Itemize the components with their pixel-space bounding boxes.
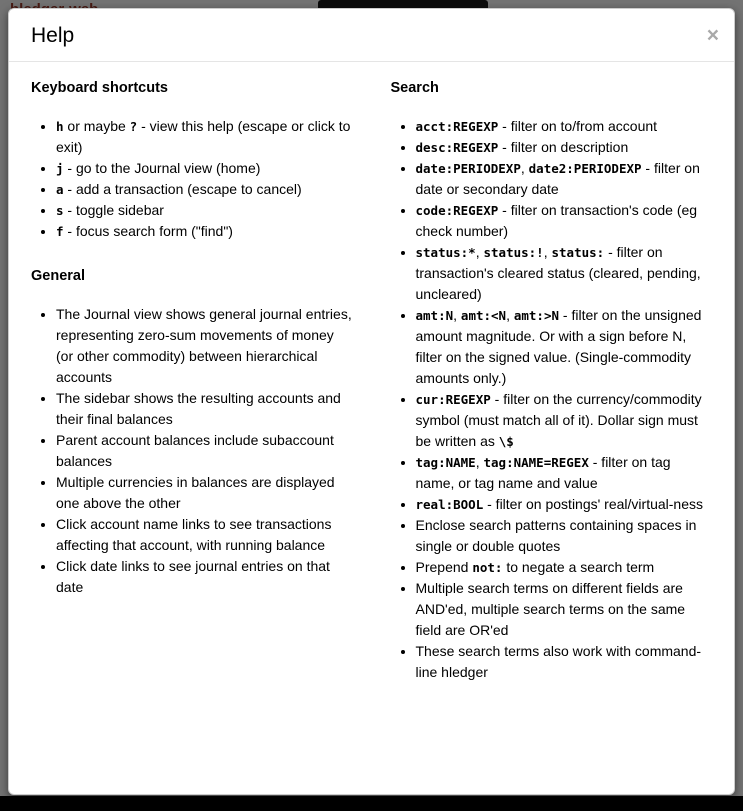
section-heading-keyboard-shortcuts: Keyboard shortcuts (31, 80, 168, 97)
list-item: • acct:REGEXP - filter on to/from account (416, 116, 713, 137)
list-item: • h or maybe ? - view this help (escape or click to exit) (56, 116, 353, 158)
list-item: • The Journal view shows general journal entries, representing zero-sum movements of money (or other commodity) between hierarchical accounts (56, 304, 353, 388)
help-right-column (391, 80, 713, 709)
list-item: • Click account name links to see transactions affecting that account, with running balance (56, 514, 353, 556)
modal-body (9, 62, 734, 724)
list-item: • cur:REGEXP - filter on the currency/commodity symbol (must match all of it). Dollar sign must be written as \$ (416, 389, 713, 452)
list-item: • a - add a transaction (escape to cancel) (56, 179, 353, 200)
section-heading-search: Search (390, 80, 439, 97)
list-item: • Enclose search patterns containing spaces in single or double quotes (416, 515, 713, 557)
list-item: • j - go to the Journal view (home) (56, 158, 353, 179)
list-item: • s - toggle sidebar (56, 200, 353, 221)
help-dialog (8, 8, 735, 795)
section-heading-general: General (31, 268, 85, 285)
modal-header (9, 9, 734, 62)
list-item: • desc:REGEXP - filter on description (416, 137, 713, 158)
list-item: • Multiple currencies in balances are displayed one above the other (56, 472, 353, 514)
shortcuts-list (31, 116, 353, 242)
list-item: • f - focus search form ("find") (56, 221, 353, 242)
list-item: • Parent account balances include subaccount balances (56, 430, 353, 472)
list-item: • The sidebar shows the resulting accounts and their final balances (56, 388, 353, 430)
list-item: • Multiple search terms on different fields are AND'ed, multiple search terms on the same field are OR'ed (416, 578, 713, 641)
list-item: • real:BOOL - filter on postings' real/virtual-ness (416, 494, 713, 515)
close-button[interactable]: × (706, 24, 719, 47)
list-item: • code:REGEXP - filter on transaction's code (eg check number) (416, 200, 713, 242)
list-item: • Prepend not: to negate a search term (416, 557, 713, 578)
general-list (31, 304, 353, 598)
list-item: • Click date links to see journal entries on that date (56, 556, 353, 598)
list-item: • tag:NAME, tag:NAME=REGEX - filter on tag name, or tag name and value (416, 452, 713, 494)
list-item: • These search terms also work with command-line hledger (416, 641, 713, 683)
modal-title: Help (31, 24, 75, 47)
search-list (391, 116, 713, 683)
help-left-column (31, 80, 353, 709)
list-item: • date:PERIODEXP, date2:PERIODEXP - filter on date or secondary date (416, 158, 713, 200)
list-item: • status:*, status:!, status: - filter on transaction's cleared status (cleared, pending, uncleared) (416, 242, 713, 305)
list-item: • amt:N, amt:<N, amt:>N - filter on the unsigned amount magnitude. Or with a sign before N, filter on the signed value. (Single-commodity amounts only.) (416, 305, 713, 389)
